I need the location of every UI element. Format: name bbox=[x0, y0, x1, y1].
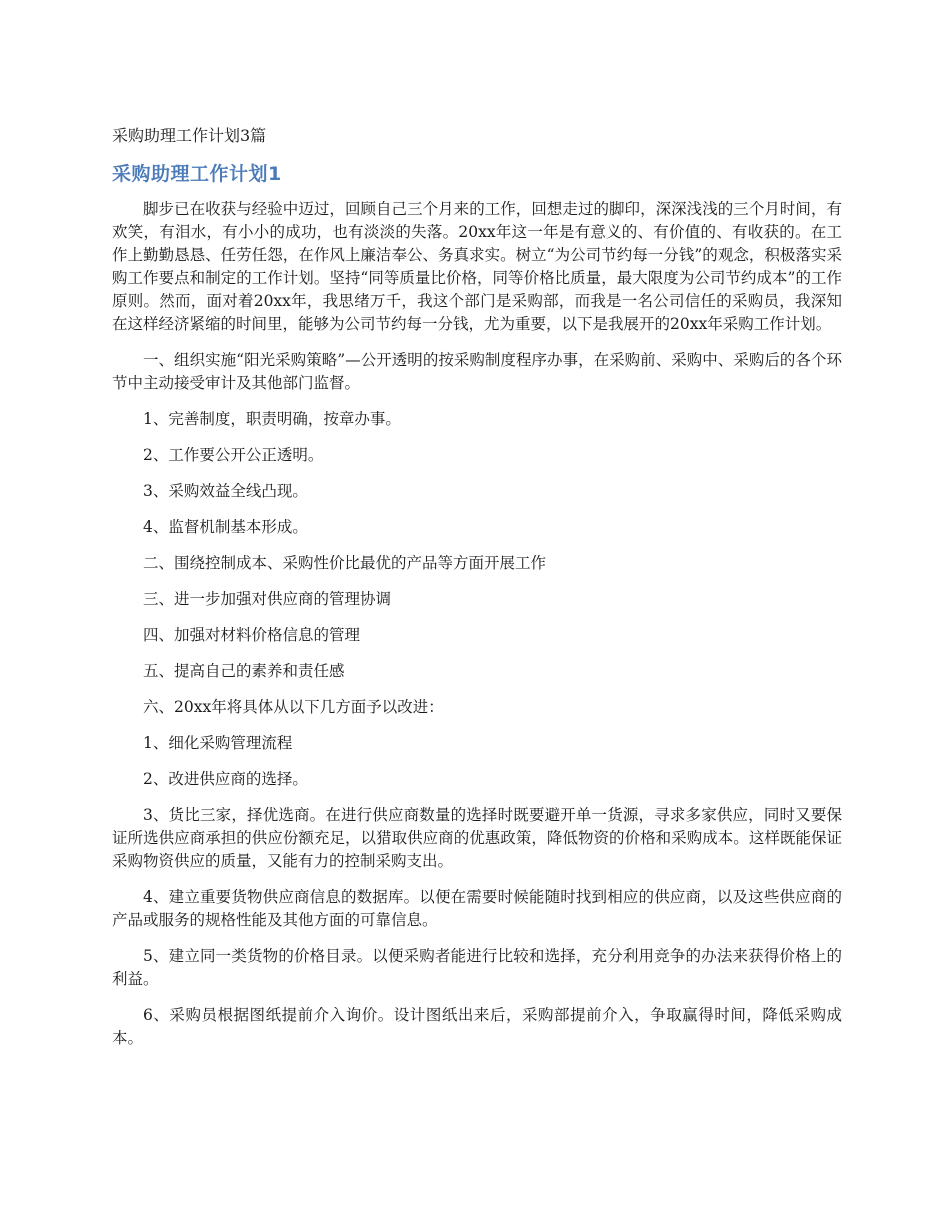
paragraph-subitem: 4、建立重要货物供应商信息的数据库。以便在需要时候能随时找到相应的供应商，以及这些供应商的产品或服务的规格性能及其他方面的可靠信息。 bbox=[112, 888, 842, 929]
paragraph-subitem: 1、完善制度，职责明确，按章办事。 bbox=[143, 410, 401, 428]
paragraph-subitem: 5、建立同一类货物的价格目录。以便采购者能进行比较和选择，充分利用竞争的办法来获得价格上的利益。 bbox=[112, 947, 842, 988]
paragraph-item-6: 六、20xx年将具体从以下几方面予以改进： bbox=[143, 698, 444, 716]
paragraph-item-3: 三、进一步加强对供应商的管理协调 bbox=[143, 590, 392, 608]
document-title: 采购助理工作计划3篇 bbox=[112, 126, 267, 145]
paragraph-item-5: 五、提高自己的素养和责任感 bbox=[143, 662, 345, 680]
paragraph-intro: 脚步已在收获与经验中迈过，回顾自己三个月来的工作，回想走过的脚印，深深浅浅的三个月时间，有欢笑，有泪水，有小小的成功，也有淡淡的失落。20xx年这一年是有意义的、有价值的、有收获的。在工作上勤勤恳恳、任劳任怨，在作风上廉洁奉公、务真求实。树立“为公司节约每一分钱”的观念，积极落实采购工作要点和制定的工作计划。坚持“同等质量比价格，同等价格比质量，最大限度为公司节约成本”的工作原则。然而，面对着20xx年，我思绪万千，我这个部门是采购部，而我是一名公司信任的采购员，我深知在这样经济紧缩的时间里，能够为公司节约每一分钱，尤为重要，以下是我展开的20xx年采购工作计划。 bbox=[112, 200, 842, 333]
paragraph-subitem: 4、监督机制基本形成。 bbox=[143, 518, 308, 536]
paragraph-subitem: 6、采购员根据图纸提前介入询价。设计图纸出来后，采购部提前介入，争取赢得时间，降低采购成本。 bbox=[112, 1006, 842, 1047]
paragraph-subitem: 1、细化采购管理流程 bbox=[143, 734, 293, 752]
paragraph-subitem: 2、改进供应商的选择。 bbox=[143, 770, 308, 788]
section-heading: 采购助理工作计划1 bbox=[112, 163, 282, 185]
paragraph-subitem: 3、货比三家，择优选商。在进行供应商数量的选择时既要避开单一货源，寻求多家供应，同时又要保证所选供应商承担的供应份额充足，以猎取供应商的优惠政策，降低物资的价格和采购成本。这样既能保证采购物资供应的质量，又能有力的控制采购支出。 bbox=[112, 806, 842, 870]
paragraph-subitem: 3、采购效益全线凸现。 bbox=[143, 482, 308, 500]
paragraph-item-1: 一、组织实施“阳光采购策略”—公开透明的按采购制度程序办事，在采购前、采购中、采购后的各个环节中主动接受审计及其他部门监督。 bbox=[112, 351, 842, 392]
paragraph-subitem: 2、工作要公开公正透明。 bbox=[143, 446, 324, 464]
paragraph-item-4: 四、加强对材料价格信息的管理 bbox=[143, 626, 361, 644]
document-page bbox=[112, 124, 842, 1063]
paragraph-item-2: 二、围绕控制成本、采购性价比最优的产品等方面开展工作 bbox=[143, 554, 547, 572]
